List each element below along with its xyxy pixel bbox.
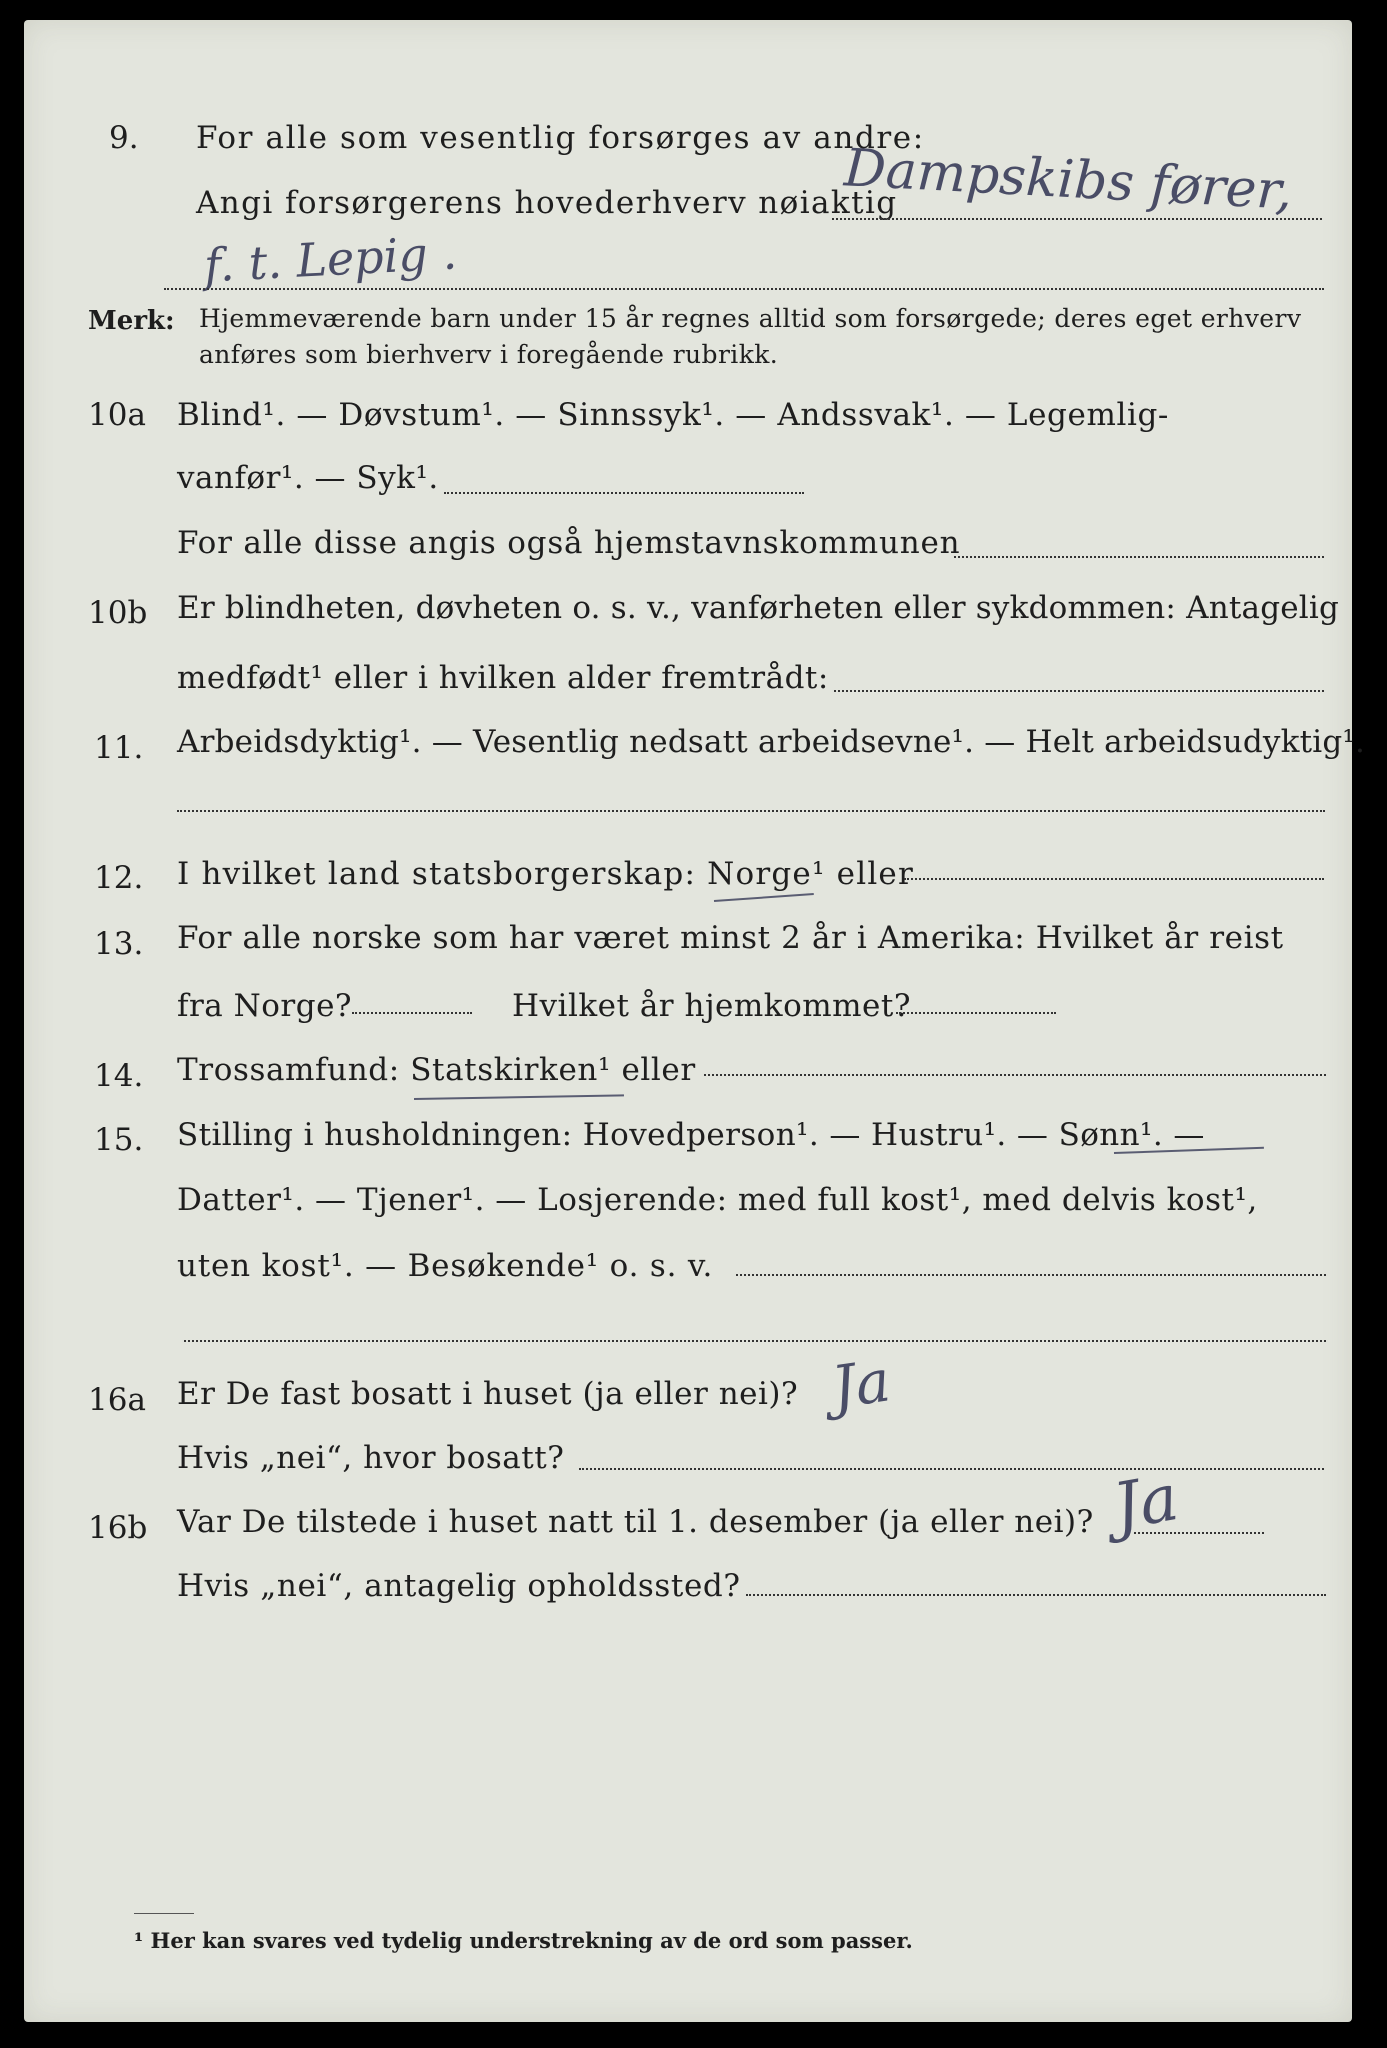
census-form-page [24,20,1366,2022]
answer-line [579,1468,1324,1470]
question-text: Arbeidsdyktig¹. — Vesentlig nedsatt arbeidsevne¹. — Helt arbeidsudyktig¹. [177,724,1366,760]
answer-line [352,1012,472,1014]
answer-line [896,1012,1056,1014]
footnote: ¹ Her kan svares ved tydelig understrekning av de ord som passer. [134,1928,913,1953]
question-text: Angi forsørgerens hovederhverv nøiaktig [196,185,898,221]
question-text: uten kost¹. — Besøkende¹ o. s. v. [177,1248,714,1284]
question-text: Stilling i husholdningen: Hovedperson¹. — Hustru¹. — Sønn¹. — [177,1117,1205,1153]
question-text: fra Norge? [177,988,353,1024]
answer-line [834,690,1324,692]
question-text: Er De fast bosatt i huset (ja eller nei)? [177,1376,799,1412]
question-number: 14. [94,1058,144,1094]
question-text: Var De tilstede i huset natt til 1. desember (ja eller nei)? [177,1504,1094,1540]
note-label: Merk: [88,306,175,336]
question-text: For alle norske som har været minst 2 år i Amerika: Hvilket år reist [177,920,1284,956]
answer-line [954,556,1324,558]
question-text: Blind¹. — Døvstum¹. — Sinnssyk¹. — Andssvak¹. — Legemlig- [177,397,1169,433]
answer-line [704,1074,1326,1076]
note-text: Hjemmeværende barn under 15 år regnes alltid som forsørgede; deres eget erhverv [199,304,1302,333]
answer-line [746,1594,1326,1596]
question-text: For alle disse angis også hjemstavnskommunen [177,525,961,561]
question-text: medfødt¹ eller i hvilken alder fremtrådt: [177,660,829,696]
handwritten-answer: Ja [1108,1461,1184,1545]
answer-line [177,810,1325,812]
answer-line [164,288,1324,290]
question-text: Hvis „nei“, antagelig opholdssted? [177,1568,741,1604]
question-text: I hvilket land statsborgerskap: Norge¹ eller [177,856,914,892]
handwritten-answer: Dampskibs fører, [842,138,1294,222]
question-text: For alle som vesentlig forsørges av andre: [196,120,925,156]
answer-line [444,492,804,494]
question-number: 16b [88,1510,148,1546]
answer-line [904,878,1324,880]
answer-line [832,218,1322,220]
underline-mark [714,893,814,902]
answer-line [736,1274,1326,1276]
question-number: 11. [94,730,144,766]
question-text: Trossamfund: Statskirken¹ eller [177,1052,696,1088]
answer-line [184,1340,1326,1342]
handwritten-answer: Ja [827,1346,895,1422]
question-number: 16a [88,1382,146,1418]
question-number: 9. [109,120,139,156]
question-number: 15. [94,1122,144,1158]
question-number: 12. [94,860,144,896]
question-text: Hvilket år hjemkommet? [512,988,911,1024]
handwritten-answer: f. t. Lepig . [202,225,459,293]
question-text: Hvis „nei“, hvor bosatt? [177,1440,565,1476]
question-number: 13. [94,926,144,962]
note-text: anføres som bierhverv i foregående rubrikk. [199,340,779,369]
question-number: 10b [88,595,148,631]
question-text: Er blindheten, døvheten o. s. v., vanførheten eller sykdommen: Antagelig [177,590,1340,626]
footnote-rule [134,1913,194,1914]
question-number: 10a [88,397,146,433]
underline-mark [414,1094,624,1100]
question-text: Datter¹. — Tjener¹. — Losjerende: med full kost¹, med delvis kost¹, [177,1182,1258,1218]
question-text: vanfør¹. — Syk¹. [177,460,439,496]
